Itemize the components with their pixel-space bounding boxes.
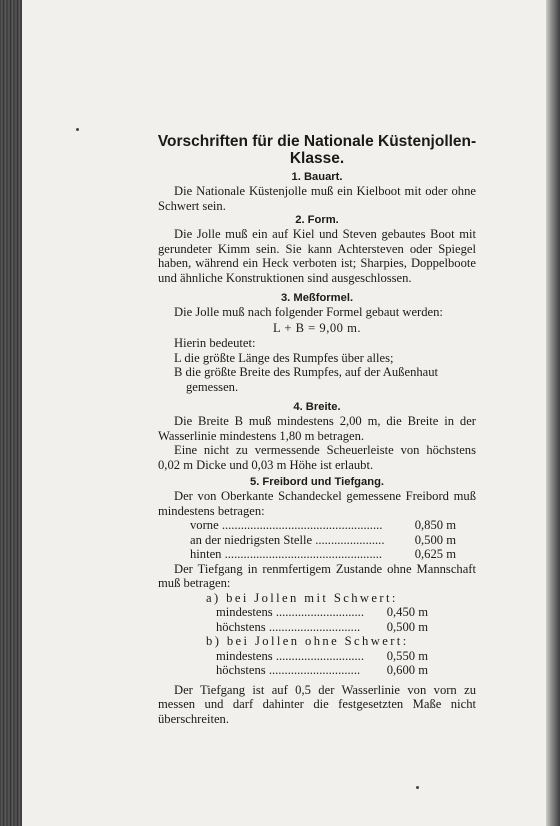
- measure-label: hinten ..................................................: [190, 547, 383, 561]
- document-body: [158, 133, 476, 726]
- measure-row: [158, 518, 476, 533]
- measure-label: an der niedrigsten Stelle ......................: [190, 532, 385, 547]
- measure-row: [158, 605, 476, 620]
- section-heading-form: 2. Form.: [295, 214, 339, 226]
- section-heading-freibord: 5. Freibord und Tiefgang.: [249, 476, 385, 488]
- measure-label: mindestens ............................: [216, 648, 364, 663]
- section-text-freibord-1: Der von Oberkante Schandeckel gemessene Freibord muß mindestens betragen:: [158, 489, 476, 518]
- definition-item: L die größte Länge des Rumpfes über alles;: [174, 350, 394, 365]
- measure-row: [158, 620, 476, 635]
- section-heading-messformel: 3. Meßformel.: [280, 292, 354, 304]
- section-heading-bauart: 1. Bauart.: [291, 171, 343, 183]
- measure-label: vorne ...................................................: [190, 518, 383, 532]
- measure-row: [158, 649, 476, 664]
- measure-value: 0,550 m: [386, 648, 428, 663]
- measure-label: höchstens .............................: [216, 663, 361, 677]
- section-text-messformel: Die Jolle muß nach folgender Formel gebaut werden:: [174, 305, 443, 319]
- section-text-tiefgang-2: Der Tiefgang ist auf 0,5 der Wasserlinie von vorn zu messen und darf dahinter die festgesetzten Maße nicht überschreiten.: [158, 682, 476, 726]
- definitions-intro: Hierin bedeutet:: [174, 336, 256, 350]
- measure-row: [158, 663, 476, 678]
- measure-label: höchstens .............................: [216, 619, 361, 634]
- measure-row: [158, 533, 476, 548]
- measure-value: 0,500 m: [414, 532, 456, 547]
- definition-item: B die größte Breite des Rumpfes, auf der Außenhaut gemessen.: [174, 365, 439, 394]
- subheading-ohne-schwert: b) bei Jollen ohne Schwert:: [206, 634, 409, 648]
- measure-value: 0,625 m: [414, 547, 456, 561]
- section-text-breite-1: Die Breite B muß mindestens 2,00 m, die Breite in der Wasserlinie mindestens 1,80 m betragen.: [158, 414, 476, 443]
- measure-value: 0,600 m: [386, 663, 428, 677]
- speck-mark: [416, 786, 419, 789]
- measure-label: mindestens ............................: [216, 605, 364, 619]
- page-edge: [546, 0, 560, 826]
- measure-value: 0,850 m: [414, 518, 456, 532]
- speck-mark: [76, 128, 79, 131]
- section-text-bauart: Die Nationale Küstenjolle muß ein Kielboot mit oder ohne Schwert sein.: [158, 184, 476, 213]
- section-text-form: Die Jolle muß ein auf Kiel und Steven gebautes Boot mit gerundeter Kimm sein. Sie kann Achtersteven oder Spiegel haben, während ein Heck verboten ist; Sharpies, Doppelboote und ähnliche Konstruktionen sind ausgeschlossen.: [158, 227, 476, 285]
- section-text-breite-2: Eine nicht zu vermessende Scheuerleiste von höchstens 0,02 m Dicke und 0,03 m Höhe ist erlaubt.: [158, 443, 476, 472]
- book-spine: [0, 0, 22, 826]
- measure-value: 0,500 m: [386, 619, 428, 634]
- formula: L + B = 9,00 m.: [272, 320, 362, 335]
- section-heading-breite: 4. Breite.: [293, 401, 341, 413]
- subheading-mit-schwert: a) bei Jollen mit Schwert:: [206, 590, 398, 605]
- measure-value: 0,450 m: [386, 605, 428, 619]
- document-title: Vorschriften für die Nationale Küstenjollen-Klasse.: [157, 133, 477, 167]
- section-text-tiefgang: Der Tiefgang in renmfertigem Zustande ohne Mannschaft muß betragen:: [158, 561, 476, 590]
- measure-row: [158, 547, 476, 562]
